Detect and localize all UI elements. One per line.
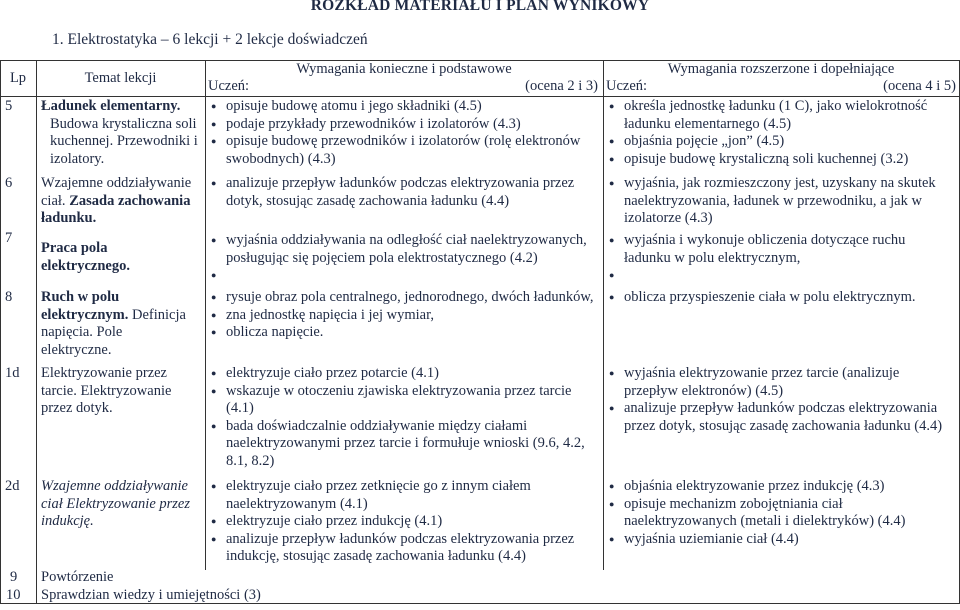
list-item: ● opisuje budowę atomu i jego składniki (4.5): [210, 98, 595, 116]
list-item: ● oblicza napięcie.: [210, 324, 595, 342]
row-ext-list: [608, 232, 953, 284]
list-item: ● wyjaśnia elektryzowanie przez tarcie (analizuje przepływ elektronów) (4.5): [608, 365, 953, 400]
topic-text: Elektryzowanie przez tarcie. Elektryzowanie przez dotyk.: [41, 365, 172, 416]
list-item: ● analizuje przepływ ładunków podczas elektryzowania przez dotyk, stosując zasadę zachowania ładunku (4.4): [210, 175, 595, 210]
row-basic-list: [210, 289, 595, 342]
topic-bold: Praca pola elektrycznego.: [41, 240, 130, 274]
list-item: ● wyjaśnia, jak rozmieszczony jest, uzyskany na skutek naelektryzowania, ładunek w przewodniku, a jak w izolatorze (4.3): [608, 175, 953, 228]
row-lp: 8: [5, 289, 13, 305]
row-lp: 6: [5, 175, 13, 191]
row-ext-list: [608, 175, 953, 228]
row-text: Sprawdzian wiedzy i umiejętności (3): [41, 587, 261, 603]
row-lp: 9: [10, 569, 18, 585]
header-ext-student: Uczeń:: [606, 78, 648, 94]
list-item: ● wskazuje w otoczeniu zjawiska elektryzowania przez tarcie (4.1): [210, 383, 595, 418]
list-item: ● opisuje mechanizm zobojętniania ciał naelektryzowanych (metali i dielektryków) (4.4): [608, 496, 953, 531]
list-item: ● objaśnia elektryzowanie przez indukcję (4.3): [608, 478, 953, 496]
topic-bold: Ruch w polu elektrycznym.: [41, 289, 129, 323]
row-lp: 10: [6, 587, 21, 603]
header-lp: Lp: [9, 70, 27, 86]
row-lp: 5: [5, 98, 13, 114]
list-item: ● bada doświadczalnie oddziaływanie między ciałami naelektryzowanymi przez tarcie i formułuje wnioski (9.6, 4.2, 8.1, 8.2): [210, 418, 595, 471]
list-item: ● podaje przykłady przewodników i izolatorów (4.3): [210, 116, 595, 134]
row-ext-list: [608, 478, 953, 548]
list-item: ● oblicza przyspieszenie ciała w polu elektrycznym.: [608, 289, 953, 307]
row-ext-list: [608, 365, 953, 435]
header-basic-student: Uczeń:: [208, 78, 250, 94]
list-item: ● określa jednostkę ładunku (1 C), jako wielokrotność ładunku elementarnego (4.5): [608, 98, 953, 133]
document-title: ROZKŁAD MATERIAŁU I PLAN WYNIKOWY: [310, 0, 650, 14]
list-item: ● rysuje obraz pola centralnego, jednorodnego, dwóch ładunków,: [210, 289, 595, 307]
row-topic: [41, 240, 196, 275]
row-topic: [41, 98, 203, 168]
row-lp: 2d: [5, 478, 20, 494]
row-basic-list: [210, 98, 595, 168]
list-item: ● wyjaśnia i wykonuje obliczenia dotyczące ruchu ładunku w polu elektrycznym,: [608, 232, 953, 267]
list-item: ● elektryzuje ciało przez zetknięcie go z innym ciałem naelektryzowanym (4.1): [210, 478, 595, 513]
row-lp: 7: [5, 230, 13, 246]
row-topic: [41, 175, 196, 228]
list-item: ● analizuje przepływ ładunków podczas elektryzowania przez dotyk, stosując zasadę zachowania ładunku (4.4): [608, 400, 953, 435]
topic-bold: Zasada zachowania ładunku.: [41, 192, 191, 226]
header-basic-title: Wymagania konieczne i podstawowe: [296, 61, 512, 77]
header-topic: Temat lekcji: [84, 70, 157, 86]
topic-italic: Wzajemne oddziaływanie ciał Elektryzowanie przez indukcję.: [41, 478, 191, 529]
list-item: ● elektryzuje ciało przez potarcie (4.1): [210, 365, 595, 383]
list-item: ● elektryzuje ciało przez indukcję (4.1): [210, 513, 595, 531]
row-basic-list: [210, 365, 595, 470]
row-text: Powtórzenie: [41, 569, 114, 585]
row-topic: [41, 365, 193, 418]
list-item: [608, 267, 953, 284]
section-title: 1. Elektrostatyka – 6 lekcji + 2 lekcje doświadczeń: [52, 31, 368, 48]
row-basic-list: [210, 175, 595, 210]
list-item: ● objaśnia pojęcie „jon” (4.5): [608, 133, 953, 151]
topic-text: Wzajemne oddziaływanie ciał.: [41, 175, 192, 209]
row-basic-list: [210, 232, 595, 284]
list-item: ● opisuje budowę przewodników i izolatorów (rolę elektronów swobodnych) (4.3): [210, 133, 595, 168]
row-basic-list: [210, 478, 595, 566]
row-ext-list: [608, 98, 953, 168]
list-item: ● wyjaśnia oddziaływania na odległość ciał naelektryzowanych, posługując się pojęciem pola elektrostatycznego (4.2): [210, 232, 595, 267]
row-ext-list: [608, 289, 953, 307]
header-basic-grade: (ocena 2 i 3): [525, 78, 598, 94]
topic-bold: Ładunek elementarny.: [41, 98, 181, 114]
header-ext-title: Wymagania rozszerzone i dopełniające: [667, 61, 895, 77]
row-topic: [41, 478, 201, 531]
topic-text: Budowa krystaliczna soli kuchennej. Przewodniki i izolatory.: [50, 115, 198, 167]
header-ext-grade: (ocena 4 i 5): [883, 78, 956, 94]
list-item: ● wyjaśnia uziemianie ciał (4.4): [608, 531, 953, 549]
topic-text: Definicja napięcia. Pole elektryczne.: [41, 306, 186, 358]
list-item: ● opisuje budowę krystaliczną soli kuchennej (3.2): [608, 151, 953, 169]
row-lp: 1d: [5, 365, 20, 381]
list-item: ● zna jednostkę napięcia i jej wymiar,: [210, 307, 595, 325]
row-topic: [41, 289, 193, 359]
list-item: ● analizuje przepływ ładunków podczas elektryzowania przez indukcję, stosując zasadę zachowania ładunku (4.4): [210, 531, 595, 566]
list-item: [210, 267, 595, 284]
